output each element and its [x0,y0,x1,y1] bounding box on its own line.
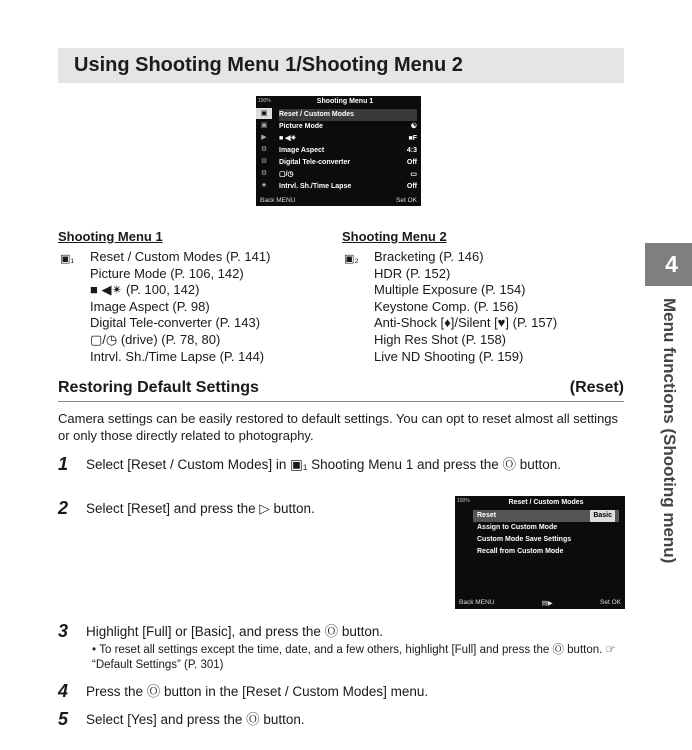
shooting-menu-2-heading: Shooting Menu 2 [342,229,447,244]
navigate-hint: ▤▶ [541,600,553,607]
battery-indicator: 100% [457,498,470,504]
camera2-tab-icon: ▣ [260,122,268,129]
shooting-menu-1-list [90,249,270,365]
custom-tab-icon: ⚙ [260,146,268,153]
menu-row: Assign to Custom Mode [477,524,558,531]
back-hint: Back MENU [459,599,495,606]
list-item: Keystone Comp. (P. 156) [374,298,519,314]
chapter-label: Menu functions (Shooting menu) [660,298,679,564]
playback-tab-icon: ▶ [261,134,267,141]
bullet-icon: • [92,644,100,656]
menu-row: ■ ◀✴ ■F [279,135,417,142]
menu-row: Digital Tele-converter Off [279,159,417,166]
list-item: Anti-Shock [♦]/Silent [♥] (P. 157) [374,315,558,331]
menu-row: Custom Mode Save Settings [477,536,572,543]
list-item: HDR (P. 152) [374,265,451,281]
shooting-menu-1-heading: Shooting Menu 1 [58,229,163,244]
menu-row: Image Aspect 4:3 [279,147,417,154]
list-item: Intrvl. Sh./Time Lapse (P. 144) [90,348,265,364]
section-paragraph: Camera settings can be easily restored to default settings. You can opt to reset almost all settings or only those directly related to photography. [58,411,619,443]
menu-tab-column [256,108,272,206]
list-item: Bracketing (P. 146) [374,249,484,264]
setup-tab-icon: ⚙ [260,158,268,165]
list-item: Multiple Exposure (P. 154) [374,282,526,298]
screen-title: Shooting Menu 1 [316,98,374,105]
menu-row: Picture Mode ☯ [279,123,417,130]
menu-row: Intrvl. Sh./Time Lapse Off [279,183,417,190]
list-item: Picture Mode (P. 106, 142) [90,265,244,281]
section-title: Restoring Default Settings [58,379,259,396]
chapter-number-tab: 4 [645,243,692,286]
set-hint: Set OK [396,197,417,204]
reset-custom-modes-screen [455,496,625,609]
menu-row: Recall from Custom Mode [477,548,564,555]
shooting-menu-1-screen [256,96,421,206]
list-item: Live ND Shooting (P. 159) [374,348,524,364]
menu-row: ▢/◷ ▭ [279,171,417,178]
back-hint: Back MENU [260,197,296,204]
battery-indicator: 100% [258,98,271,104]
step-3-note: • To reset all settings except the time, date, and a few others, highlight [Full] and press the Ⓞ button. ☞ “Default Settings” (P. 301) [92,644,616,671]
list-item: Digital Tele-converter (P. 143) [90,315,261,331]
camera-tab-icon: ▣ [256,108,272,119]
page-title: Using Shooting Menu 1/Shooting Menu 2 [58,48,624,83]
menu-row: Reset Basic [473,510,619,522]
list-item: ■ ◀✴ (P. 100, 142) [90,282,200,298]
shooting-menu-1-icon: ▣₁ [60,253,75,265]
star-tab-icon: ★ [260,182,268,189]
section-heading [58,379,624,402]
screen-title: Reset / Custom Modes [508,499,584,506]
set-hint: Set OK [600,599,621,606]
section-tag: (Reset) [569,379,624,396]
list-item: Image Aspect (P. 98) [90,298,210,314]
wrench-tab-icon: ⚙ [260,170,268,177]
shooting-menu-2-list [374,249,557,365]
menu-row: Reset / Custom Modes [279,109,417,121]
list-item: High Res Shot (P. 158) [374,331,506,347]
list-item: Reset / Custom Modes (P. 141) [90,249,271,264]
list-item: ▢/◷ (drive) (P. 78, 80) [90,331,221,347]
shooting-menu-2-icon: ▣₂ [344,253,359,265]
